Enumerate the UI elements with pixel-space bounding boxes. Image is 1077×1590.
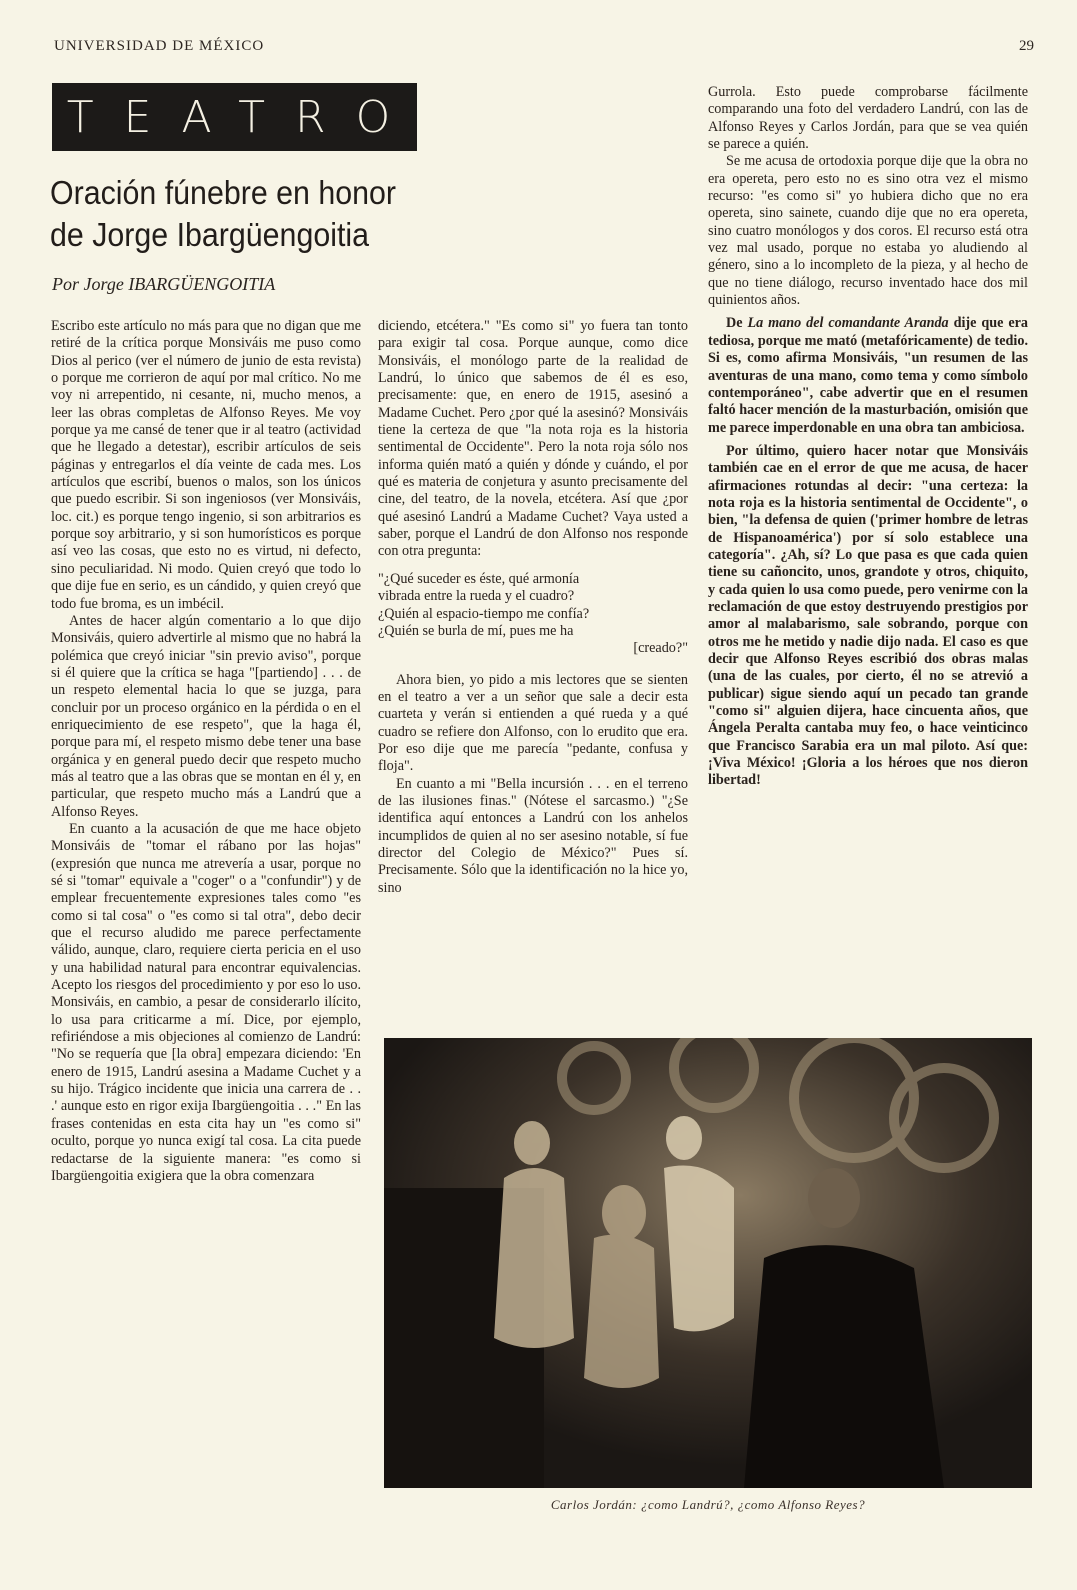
article-byline: Por Jorge IBARGÜENGOITIA	[52, 274, 276, 294]
paragraph: Ahora bien, yo pido a mis lectores que se sienten en el teatro a ver a un señor que sale a decir esta cuarteta y verán si entienden a qué rueda y a qué cuadro se refiere don Alfonso, con lo erudito que era. Por eso dije que me parecía "pedante, confusa y floja".	[378, 671, 688, 775]
text-column-3	[708, 84, 1028, 790]
work-title: La mano del comandante Aranda	[747, 315, 949, 332]
verse-line: ¿Quién se burla de mí, pues me ha	[378, 622, 574, 639]
paragraph-body: dije que era tediosa, porque me mató (metafóricamente) de tedio. Si es, como afirma Monsiváis, "un resumen de las aventuras de una mano, como tema y como símbolo contemporáneo", cabe advertir que en el resumen faltó hacer mención de la masturbación, omisión que me parece imperdonable en una obra tan ambiciosa.	[708, 315, 1029, 436]
verse-line: ¿Quién al espacio-tiempo me confía?	[378, 605, 590, 622]
paragraph: En cuanto a mi "Bella incursión . . . en el terreno de las ilusiones finas." (Nótese el sarcasmo.) "¿Se identifica aquí entonces a Landrú con los anhelos incumplidos de quien al no ser asesino notable, sí fue director del Colegio de México?" Pues sí. Precisamente. Sólo que la identificación no la hice yo, sino	[378, 775, 688, 896]
verse-line: "¿Qué suceder es éste, qué armonía	[378, 570, 580, 587]
paragraph: Antes de hacer algún comentario a lo que dijo Monsiváis, quiero advertirle al mismo que no habrá la polémica que creyó iniciar "sin previo aviso", porque si él quiere que la crítica se haga "[partiendo] . . . de un respeto elemental hacia lo que se juzga, para concluir por un proceso orgánico en la pérdida o en el enriquecimiento de ese respeto", que la haga él, porque para mí, el respeto mismo debe tener una base orgánica y en general puedo decir que respeto mucho más al teatro que a las obras que se montan en él y, en particular, que respeto mucho más a Landrú que a Alfonso Reyes.	[51, 612, 361, 820]
article-title	[50, 172, 400, 256]
paragraph: Escribo este artículo no más para que no digan que me retiré de la crítica porque Monsiváis me puso como Dios al perico (ver el número de junio de esta revista) o porque me corrieron de aquí por mal crítico. No me voy ni arrepentido, ni cesante, ni, mucho menos, a leer las obras completas de Alfonso Reyes. Me voy porque ya me cansé de tener que ir al teatro (actividad que he llegado a detestar), escribir artículos de seis páginas y entregarlos el día veinte de cada mes. Los artículos que escribí, buenos o malos, son los únicos que puedo escribir. Si son ingeniosos (ver Monsiváis, loc. cit.) es porque tengo ingenio, si son arbitrarios es porque soy arbitrario, y si son humorísticos es porque así veo las cosas, que esto no es virtud, ni defecto, sino peculiaridad. Ni modo. Quien creyó que todo lo que dije fue en serio, es un cándido, y quien creyó que todo fue broma, es un imbécil.	[51, 318, 361, 612]
photo-illustration	[384, 1038, 1032, 1488]
text-column-1	[51, 318, 361, 1185]
paragraph	[708, 315, 1028, 436]
photo-caption: Carlos Jordán: ¿como Landrú?, ¿como Alfonso Reyes?	[550, 1497, 866, 1512]
text-column-2	[378, 318, 688, 897]
running-head: UNIVERSIDAD DE MÉXICO	[54, 38, 265, 54]
article-title-line-1: Oración fúnebre en honor	[50, 174, 397, 211]
stage-photo	[384, 1038, 1032, 1488]
paragraph-lead: De	[726, 315, 748, 332]
verse-line: vibrada entre la rueda y el cuadro?	[378, 588, 575, 605]
page-number: 29	[1019, 38, 1034, 54]
paragraph: Se me acusa de ortodoxia porque dije que la obra no era opereta, pero esto no es sino otra vez el mismo recurso: "es como si" yo hubiera dicho que no era opereta, sino sainete, cuando dije que no era opereta, sino cuatro monólogos y dos coros. El recurso está otra vez mal usado, porque no estaba yo aludiendo al género, sino a lo incompleto de la pieza, y al hecho de que no tiene diálogo, recurso inventado hace dos mil quinientos años.	[708, 153, 1028, 309]
paragraph: En cuanto a la acusación de que me hace objeto Monsiváis de "tomar el rábano por las hojas" (expresión que nunca me atrevería a usar, porque no sé si "tomar" equivale a "coger" o a "confundir") y de emplear frecuentemente expresiones tales como "es como si tal cosa" o "es como si tal otra", debo decir que el recurso aludido me parece perfectamente válido, aunque, claro, requiere cierta pericia en el uso y una habilidad natural para encontrar equivalencias. Acepto los riesgos del procedimiento y por eso lo uso. Monsiváis, en cambio, a pesar de considerarlo ilícito, lo usa para criticarme a mí. Dice, por ejemplo, refiriéndose a mis objeciones al comienzo de Landrú: "No se requería que [la obra] empezara diciendo: 'En enero de 1915, Landrú asesina a Madame Cuchet y a su hijo. Trágico incidente que inicia una carrera de . . .' aunque esto en rigor exija Ibargüengoitia . . ." En las frases contenidas en esta cita hay un "es como si" oculto, porque yo nunca exigí tal cosa. La cita puede redactarse de la siguiente manera: "es como si Ibargüengoitia exigiera que la obra comenzara	[51, 820, 361, 1184]
verse-quote	[378, 571, 688, 658]
paragraph: Por último, quiero hacer notar que Monsiváis también cae en el error de que me acusa, de hacer afirmaciones rotundas al decir: "una certeza: la nota roja es la historia sentimental de Occidente", o bien, "la defensa de quien ('primer hombre de letras de Hispanoamérica') por sí solo establece una categoría". ¿Ah, sí? Lo que pasa es que cada quien tiene su cañoncito, unos, grandote y otros, chiquito, y cada quien lo usa como puede, pero venirme con la reclamación de que estoy destruyendo prestigios por amor al malabarismo, sale sobrando, porque con otros me he metido y nadie dijo nada. El caso es que decir que Alfonso Reyes escribió dos obras malas (una de las cuales, por cierto, él no se atrevió a publicar) sigue siendo aquí un pecado tan grande "como si" alguien dijera, hace cincuenta años, que Ángela Peralta cantaba muy feo, o hace veinticinco que Francisco Sarabia era un mal piloto. Así que: ¡Viva México! ¡Gloria a los héroes que nos dieron libertad!	[708, 442, 1028, 789]
paragraph: Gurrola. Esto puede comprobarse fácilmente comparando una foto del verdadero Landrú, con las de Alfonso Reyes y Carlos Jordán, para que se vea quién se parece a quién.	[708, 84, 1028, 153]
verse-line: [creado?"	[633, 640, 688, 657]
article-title-line-2: de Jorge Ibargüengoitia	[50, 216, 370, 253]
section-banner: TEATRO	[52, 83, 417, 151]
paragraph: diciendo, etcétera." "Es como si" yo fuera tan tonto para exigir tal cosa. Porque aunque, como dice Monsiváis, el monólogo parte de la realidad de Landrú, lo único que sabemos de él es eso, precisamente: que, en enero de 1915, asesinó a Madame Cuchet. Pero ¿por qué la asesinó? Monsiváis tiene la certeza de que "la nota roja es la historia sentimental de Occidente". Pero la nota roja sólo nos informa quién mató a quién y dónde y cuándo, el por qué es materia de conjetura y asunto precisamente del cine, del teatro, de la novela, etcétera. Así que ¿por qué asesinó Landrú a Madame Cuchet? Vaya usted a saber, porque el Landrú de don Alfonso nos responde con otra pregunta:	[378, 318, 688, 560]
